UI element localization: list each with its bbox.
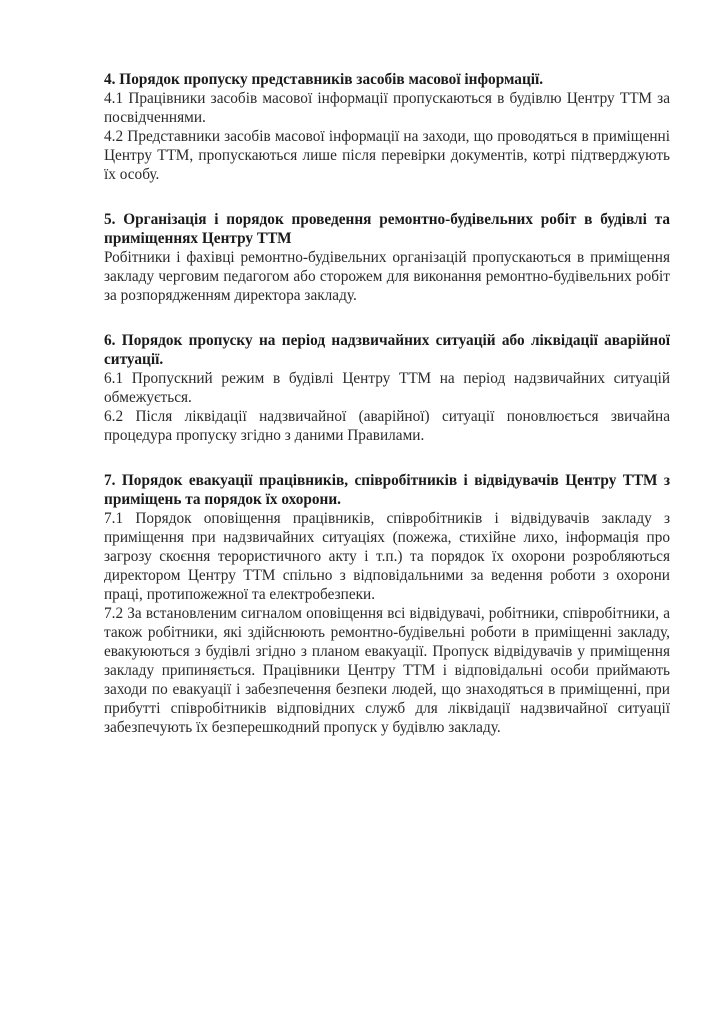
document-page [104,70,670,763]
paragraph: 4.2 Представники засобів масової інформації на заходи, що проводяться в приміщенні Центру ТТМ, пропускаються лише після перевірки документів, котрі підтверджують їх особу. [104,128,670,183]
paragraph: 7.1 Порядок оповіщення працівників, співробітників і відвідувачів закладу з приміщення при надзвичайних ситуаціях (пожежа, стихійне лихо, інформація про загрозу скоєння терористичного акту і т.п.) та порядок їх охорони розробляються директором Центру ТТМ спільно з відповідальними за ведення роботи з охорони праці, протипожежної та електробезпеки. [104,510,670,603]
paragraph: 6.2 Після ліквідації надзвичайної (аварійної) ситуації поновлюється звичайна процедура пропуску згідно з даними Правилами. [104,408,670,444]
paragraph: 7.2 За встановленим сигналом оповіщення всі відвідувачі, робітники, співробітники, а також робітники, які здійснюють ремонтно-будівельні роботи в приміщенні закладу, евакуюються з будівлі згідно з планом евакуації. Пропуск відвідувачів у приміщення закладу припиняється. Працівники Центру ТТМ і відповідальні особи приймають заходи по евакуації і забезпечення безпеки людей, що знаходяться в приміщенні, при прибутті співробітників відповідних служб для ліквідації надзвичайної ситуації забезпечують їх безперешкодний пропуск у будівлю закладу. [104,605,670,736]
paragraph: 4.1 Працівники засобів масової інформації пропускаються в будівлю Центру ТТМ за посвідченнями. [104,90,670,126]
section-7 [104,471,670,737]
paragraph: Робітники і фахівці ремонтно-будівельних організацій пропускаються в приміщення закладу черговим педагогом або сторожем для виконання ремонтно-будівельних робіт за розпорядженням директора закладу. [104,249,670,304]
paragraph: 6.1 Пропускний режим в будівлі Центру ТТМ на період надзвичайних ситуацій обмежується. [104,370,670,406]
section-4 [104,70,670,184]
section-title: 7. Порядок евакуації працівників, співробітників і відвідувачів Центру ТТМ з приміщень та порядок їх охорони. [104,472,670,508]
section-6 [104,331,670,445]
section-5 [104,210,670,305]
section-title: 4. Порядок пропуску представників засобів масової інформації. [104,71,544,88]
section-title: 6. Порядок пропуску на період надзвичайних ситуацій або ліквідації аварійної ситуації. [104,332,670,368]
section-title: 5. Організація і порядок проведення ремонтно-будівельних робіт в будівлі та приміщеннях Центру ТТМ [104,211,670,247]
